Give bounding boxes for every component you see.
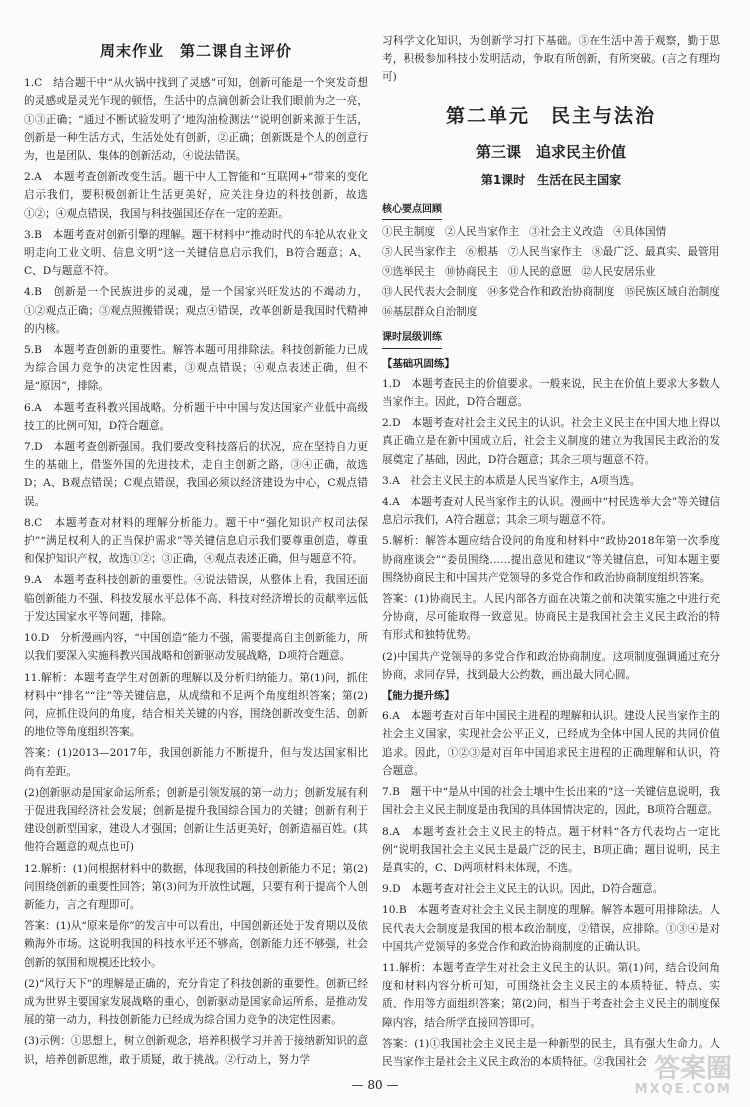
list-item: 11.解析：本题考查学生对社会主义民主的认识。第(1)问，结合设问角度和材料内容分析可知，可围绕社会主义民主的本质特征、特点、实质、作用等方面组织答案；第(2)问，相当于考查社会主义民主的制度保障内容，结合所学直接回答即可。 — [382, 961, 720, 1029]
key-point: ⑮民族区域自治制度 — [624, 286, 720, 299]
key-point: ⑧最广泛、最真实、最管用 — [592, 246, 720, 259]
key-point: ⑨选举民主 — [382, 266, 435, 279]
list-item: 2.D 本题考查对社会主义民主的认识。社会主义民主在中国大地上得以真正确立是在新中国成立后，社会主义制度的建立为我国民主政治的发展奠定了基础，因此，D符合题意；其余三项与题意不符。 — [382, 417, 720, 466]
list-item: 3.B 本题考查对创新引擎的理解。题干材料中“推动时代的车轮从农业文明走向工业文明、信息文明”这一关键信息启示我们，B符合题意；A、C、D与题意不符。 — [24, 228, 368, 278]
key-point: ②人民当家作主 — [444, 226, 520, 239]
list-item: 12.解析：(1)问根据材料中的数据，体现我国的科技创新能力不足；第(2)问围绕创新的重要性回答；第(3)问为开放性试题，只要有利于提高个人创新能力，言之有理即可。 — [24, 862, 368, 911]
left-column — [24, 32, 368, 1072]
key-point: ⑫人民安居乐业 — [581, 266, 656, 279]
right-column — [382, 32, 720, 1074]
key-point: ①民主制度 — [382, 226, 435, 239]
list-item: 1.D 本题考查民主的价值要求。一般来说，民主在价值上要求大多数人当家作主。因此，D符合题意。 — [382, 377, 720, 409]
list-item: 10.D 分析漫画内容，“中国创造”能力不强，需要提高自主创新能力，所以我们要深入实施科教兴国战略和创新驱动发展战略，D项符合题意。 — [24, 632, 368, 663]
ability-section-label: 【能力提升练】 — [382, 690, 455, 703]
list-item: 8.C 本题考查对材料的理解分析能力。题干中“强化知识产权司法保护”“满足权利人的正当保护需求”等关键信息启示我们要尊重创造，尊重和保护知识产权，故选①②；③正确，④观点表述正确，但与题意不符。 — [24, 516, 368, 566]
list-item: 6.A 本题考查科教兴国战略。分析题干中中国与发达国家产业低中高级技工的比例可知，D符合题意。 — [24, 401, 368, 432]
basic-section-label: 【基础巩固练】 — [382, 357, 455, 370]
watermark-line1: 答案圈 — [653, 1054, 732, 1084]
practice-tag: 课时层级训练 — [382, 329, 442, 348]
key-point: ⑭多党合作和政治协商制度 — [487, 286, 615, 299]
list-item: 7.D 本题考查创新强国。我们要改变科技落后的状况，应在坚持自力更生的基础上，借鉴外国的先进技术，走自主创新之路，③④正确，故选D；A、B观点错误；C观点错误，我国必须以经济建设为中心，C观点错误。 — [24, 441, 368, 508]
watermark-line2: MXQE.COM — [634, 1082, 732, 1097]
list-item: 9.D 本题考查对社会主义民主的认识。因此，D符合题意。 — [382, 883, 664, 896]
page-number: — 80 — — [351, 1078, 399, 1092]
lesson-title: 第三课 追求民主价值 — [475, 142, 626, 161]
list-item: 9.A 本题考查科技创新的重要性。④说法错误，从整体上看，我国还面临创新能力不强、科技发展水平总体不高、科技对经济增长的贡献率远低于发达国家水平等问题，排除。 — [24, 574, 368, 623]
key-point: ⑤人民当家作主 — [382, 246, 457, 259]
list-item: 7.B 题干中“是从中国的社会土壤中生长出来的”这一关键信息说明，我国社会主义民主制度是由我国的具体国情决定的，因此，B项符合题意。 — [382, 786, 720, 817]
list-item: 4.A 本题考查对人民当家作主的认识。漫画中“村民选举大会”等关键信息启示我们，A符合题意；其余三项与题意不符。 — [382, 496, 720, 527]
answer-item: (2)“风行天下”的理解是正确的，充分肯定了科技创新的重要性。创新已经成为世界主要国家发展战略的重心，创新驱动是国家命运所系，是推动发展的第一动力，科技创新能力已经成为综合国力竞争的决定性因素。 — [24, 977, 368, 1027]
key-point: ⑩协商民主 — [444, 266, 498, 279]
page-title: 周末作业 第二课自主评价 — [99, 42, 292, 60]
list-item: 5.B 本题考查创新的重要性。解答本题可用排除法。科技创新能力已成为综合国力竞争的决定性因素，③观点错误；④观点表述正确，但不是“原因”，排除。 — [24, 344, 368, 393]
key-points — [382, 223, 720, 321]
list-item: 4.B 创新是一个民族进步的灵魂，是一个国家兴旺发达的不竭动力，①②观点正确；③观点照搬错误；观点④错误，改革创新是我国时代精神的内核。 — [24, 286, 368, 335]
key-point: ⑯基层群众自治制度 — [382, 306, 478, 319]
section-title: 第1课时 生活在民主国家 — [480, 173, 622, 188]
left-items — [24, 74, 368, 1069]
unit-title: 第二单元 民主与法治 — [445, 104, 656, 127]
answer-item: (3)示例：①思想上，树立创新观念，培养积极学习并善于接纳新知识的意识，培养创新思维，敢于质疑，敢于挑战。②行动上，努力学 — [24, 1035, 368, 1066]
list-item: 6.A 本题考查对百年中国民主进程的理解和认识。建设人民当家作主的社会主义国家，实现社会公平正义，已经成为全体中国人民的共同价值追求。因此，①②③是对百年中国追求民主进程的正确理解和认识，符合题意。 — [382, 710, 720, 777]
key-point: ⑥根基 — [466, 246, 498, 259]
key-point: ⑬人民代表大会制度 — [382, 286, 478, 299]
answer-item: 答案：(1)2013—2017年，我国创新能力不断提升，但与发达国家相比尚有差距。 — [24, 747, 368, 778]
key-point: ④具体国情 — [613, 226, 667, 239]
key-points-tag: 核心要点回顾 — [382, 201, 442, 220]
answer-item: 答案：(1)协商民主。人民内部各方面在决策之前和决策实施之中进行充分协商，尽可能取得一致意见。协商民主是我国社会主义民主政治的特有形式和独特优势。 — [382, 593, 720, 642]
key-point: ⑦人民当家作主 — [507, 246, 583, 259]
list-item: 5.解析：解答本题应结合设问的角度和材料中“政协2018年第一次季度协商座谈会”“委员围绕……提出意见和建议”等关键信息，可知本题主要围绕协商民主和中国共产党领导的多党合作和政治协商制度组织答案。 — [382, 535, 720, 584]
key-point: ⑪人民的意愿 — [507, 266, 572, 279]
watermark-logo — [635, 1056, 732, 1097]
answer-item: 答案：(1)①我国社会主义民主是一种新型的民主，具有强大生命力。人民当家作主是社会主义民主政治的本质特征。②我国社会 — [382, 1037, 720, 1068]
list-item: 1.C 结合题干中“从火锅中找到了灵感”可知，创新可能是一个突发奇想的灵感或是灵光乍现的顿悟，生活中的点滴创新会让我们眼前为之一亮，①③正确；“通过不断试验发明了‘地沟油检测法’”说明创新来源于生活，创新是一种生活方式，生活处处有创新，②正确；创新既是个人的创意行为，也是团队、集体的创新活动，④说法错误。 — [24, 77, 368, 163]
answer-item: 答案：(1)从“原来是你”的发言中可以看出，中国创新还处于发育期以及依赖海外市场。这说明我国的科技水平还不够高，创新能力还不够强，社会创新的氛围和规模还比较小。 — [24, 920, 368, 969]
answer-item: (2)中国共产党领导的多党合作和政治协商制度。这项制度强调通过充分协商，求同存异，找到最大公约数，画出最大同心圆。 — [382, 650, 720, 681]
list-item: 3.A 社会主义民主的本质是人民当家作主，A项当选。 — [382, 474, 641, 487]
list-item: 2.A 本题考查创新改变生活。题干中人工智能和“互联网+”带来的变化启示我们，要积极创新让生活更美好，应关注身边的科技创新，故选①②；④观点错误，我国与科技强国还存在一定的差距。 — [24, 171, 368, 220]
list-item: 11.解析：本题考查学生对创新的理解以及分析归纳能力。第(1)问，抓住材料中“排名”“注”等关键信息，从成绩和不足两个角度组织答案；第(2)问，应抓住设问的角度，结合相关关键的内容，围绕创新改变生活、创新的地位等角度组织答案。 — [24, 671, 368, 739]
answer-item: (2)创新驱动是国家命运所系；创新是引领发展的第一动力；创新发展有利于促进我国经济社会发展；创新是提升我国综合国力的关键；创新有利于建设创新型国家，建设人才强国；创新让生活更美好，创新造福百姓。(其他符合题意的观点也可) — [24, 786, 368, 854]
continuation-text: 习科学文化知识，为创新学习打下基础。③在生活中善于观察，勤于思考，积极参加科技小发明活动，争取有所创新，有所突破。(言之有理均可) — [382, 35, 720, 84]
key-point: ③社会主义改造 — [529, 226, 604, 239]
list-item: 8.A 本题考查社会主义民主的特点。题干材料“各方代表均占一定比例”说明我国社会主义民主是最广泛的民主，B项正确；题目说明，民主是真实的，C、D两项材料未体现，不选。 — [382, 825, 720, 874]
list-item: 10.B 本题考查对社会主义民主制度的理解。解答本题可用排除法。人民代表大会制度是我国的根本政治制度，②错误，应排除。①③④是对中国共产党领导的多党合作和政治协商制度的正确认识。 — [382, 904, 720, 953]
